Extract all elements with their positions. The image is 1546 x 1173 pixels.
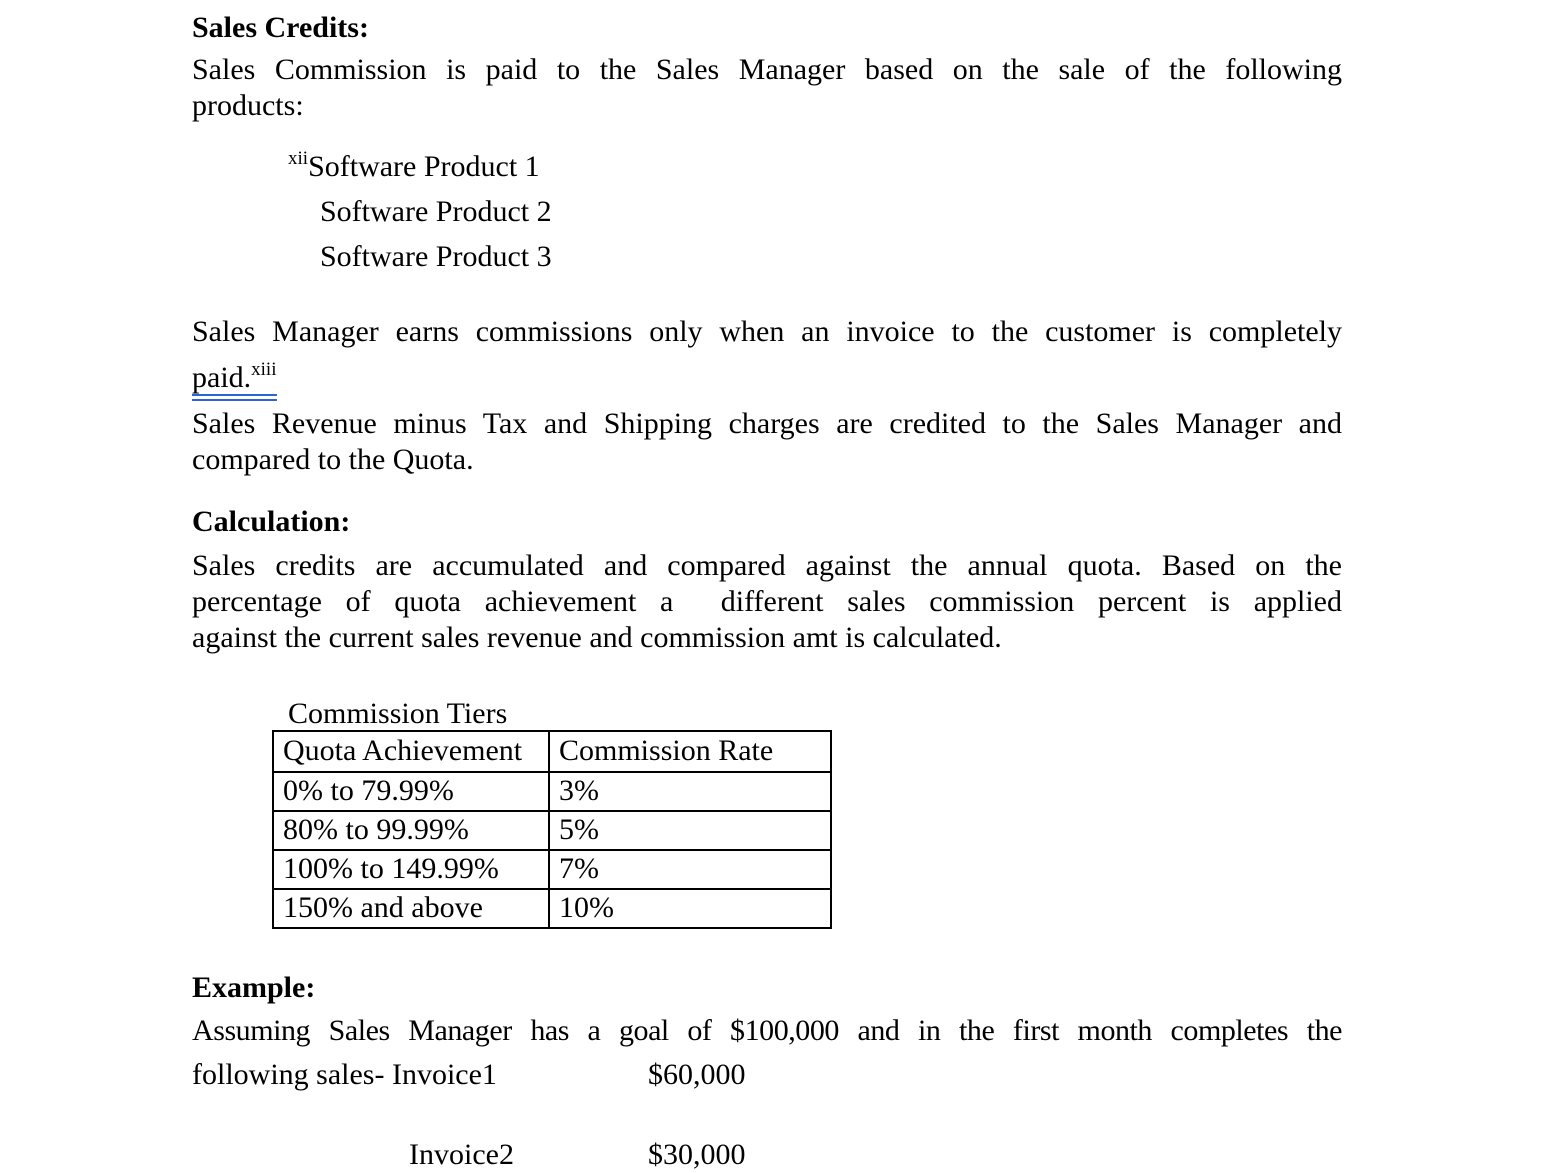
table-row: [273, 811, 831, 850]
table-row: [273, 850, 831, 889]
table-row: [273, 772, 831, 811]
product-2-name: Software Product 2: [320, 195, 552, 228]
quota-tier-cell: 80% to 99.99%: [273, 811, 549, 850]
revenue-line-2: compared to the Quota.: [192, 443, 474, 476]
example-heading: Example:: [192, 971, 316, 1004]
invoice-row-2: [192, 1137, 1342, 1173]
product-3-name: Software Product 3: [320, 240, 552, 273]
product-1-name: Software Product 1: [308, 150, 540, 183]
invoice-1-amount: $60,000: [648, 1058, 746, 1091]
rate-cell: 5%: [549, 811, 831, 850]
revenue-line-1: Sales Revenue minus Tax and Shipping charges are credited to the Sales Manager and: [192, 407, 1342, 440]
intro-line-1: Sales Commission is paid to the Sales Manager based on the sale of the following: [192, 53, 1342, 86]
commission-table-title: Commission Tiers: [288, 697, 508, 730]
invoice-1-label: following sales- Invoice1: [192, 1058, 497, 1091]
invoice-2-amount: $30,000: [648, 1138, 746, 1171]
quota-tier-cell: 150% and above: [273, 889, 549, 928]
invoice-row-1: [192, 1057, 1342, 1093]
table-header-row: [273, 731, 831, 772]
calculation-heading: Calculation:: [192, 505, 351, 538]
sales-credits-intro-paragraph: [192, 52, 1342, 124]
calculation-line-2: percentage of quota achievement a different sales commission percent is applied: [192, 585, 1342, 618]
commission-table: [272, 730, 832, 929]
invoice-2-label: Invoice2: [409, 1138, 514, 1171]
rate-cell: 7%: [549, 850, 831, 889]
example-line-1: Assuming Sales Manager has a goal of $100,000 and in the first month completes the: [192, 1014, 1342, 1047]
rate-cell: 10%: [549, 889, 831, 928]
paid-word: paid.: [192, 361, 252, 394]
earn-paragraph-line-2: [192, 360, 1342, 396]
quota-tier-cell: 0% to 79.99%: [273, 772, 549, 811]
col-header-commission-rate: Commission Rate: [549, 731, 831, 772]
sales-credits-heading: Sales Credits:: [192, 11, 369, 44]
product-list: [192, 144, 1342, 279]
commission-tiers-section: [272, 697, 832, 929]
table-row: [273, 889, 831, 928]
revenue-paragraph: [192, 406, 1342, 478]
rate-cell: 3%: [549, 772, 831, 811]
list-item-product-3: [192, 234, 1342, 279]
calculation-line-1: Sales credits are accumulated and compared against the annual quota. Based on the: [192, 549, 1342, 582]
earn-paragraph-line-1: Sales Manager earns commissions only when an invoice to the customer is completely: [192, 315, 1342, 348]
calculation-paragraph: [192, 548, 1342, 656]
endnote-ref-xiii: xiii: [251, 359, 277, 380]
endnote-ref-xii: xii: [288, 148, 309, 169]
intro-line-2: products:: [192, 89, 304, 122]
quota-tier-cell: 100% to 149.99%: [273, 850, 549, 889]
grammar-underlined-text: [192, 361, 277, 401]
list-item-product-1: [192, 144, 1342, 189]
col-header-quota-achievement: Quota Achievement: [273, 731, 549, 772]
list-item-product-2: [192, 189, 1342, 234]
calculation-line-3: against the current sales revenue and commission amt is calculated.: [192, 621, 1002, 654]
